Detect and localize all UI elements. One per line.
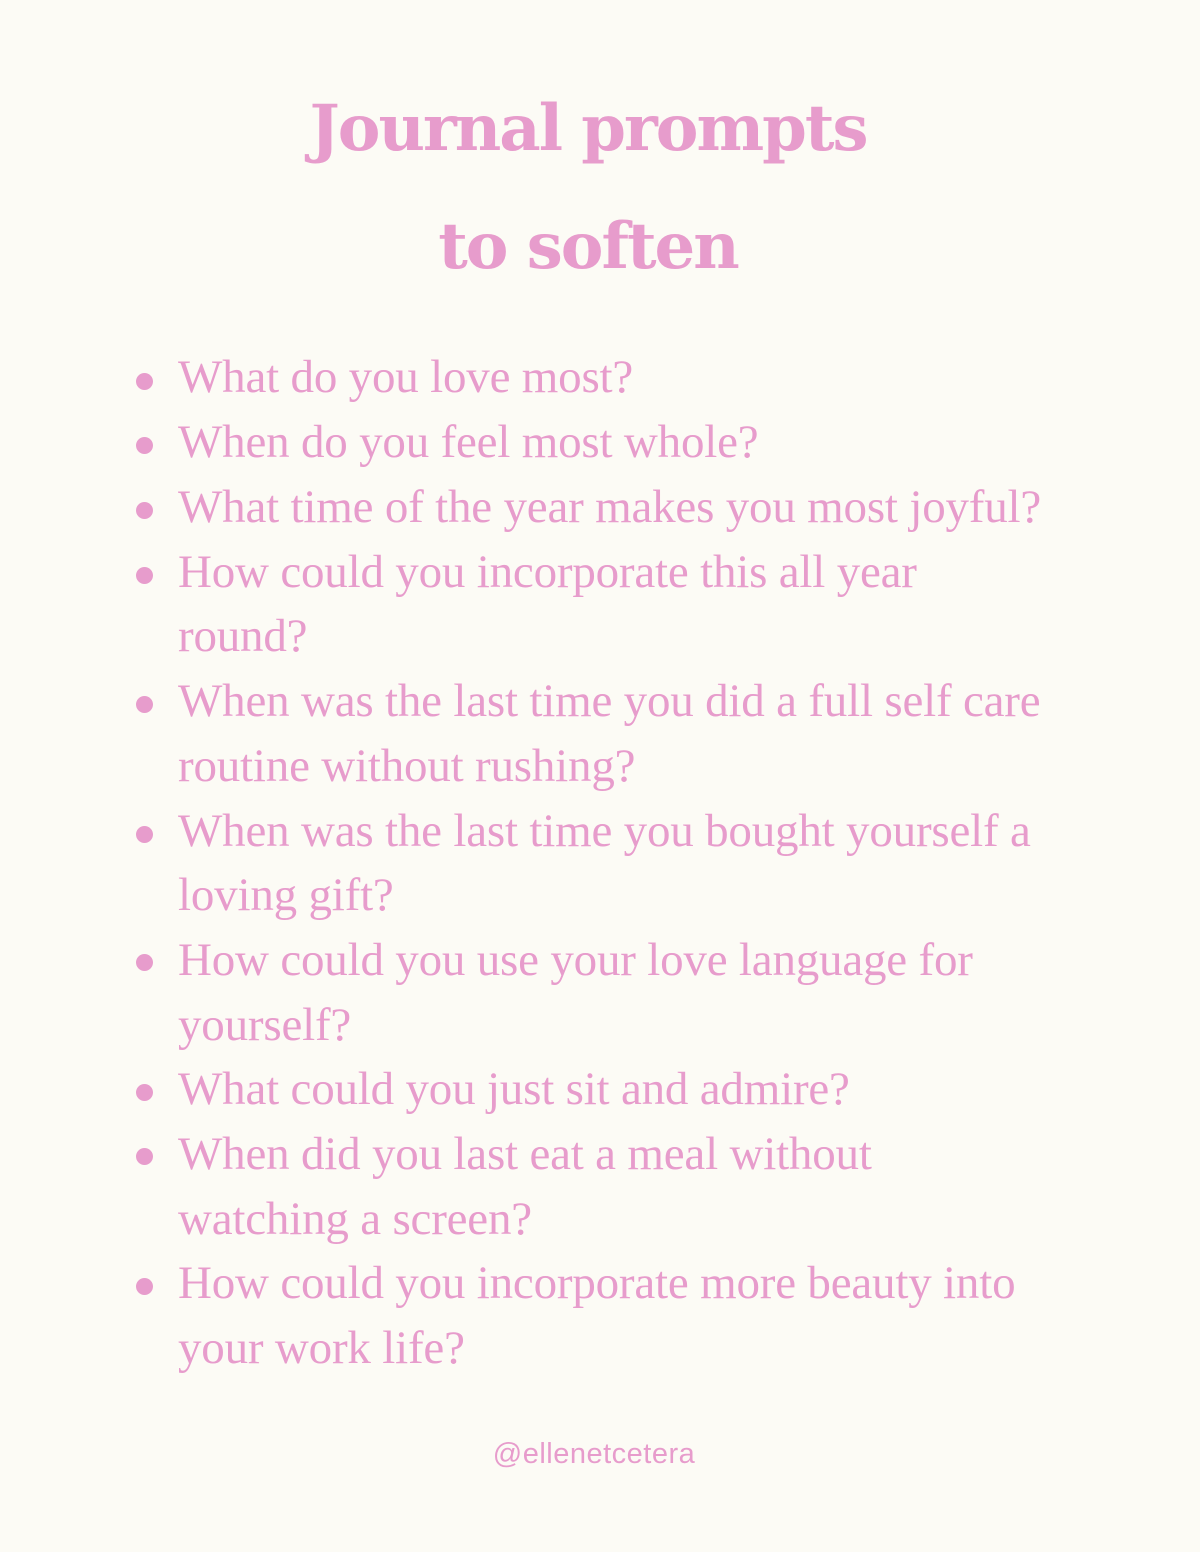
page-title-line-1: Journal prompts xyxy=(309,91,867,166)
bullet-dot-icon xyxy=(136,502,153,519)
prompt-text: watching a screen? xyxy=(178,1193,532,1245)
prompt-text: When was the last time you did a full self care xyxy=(178,675,1041,727)
prompt-text: round? xyxy=(178,610,308,662)
bullet-dot-icon xyxy=(136,567,153,584)
prompt-text: What do you love most? xyxy=(178,351,634,403)
prompt-text: How could you incorporate this all year xyxy=(178,546,917,598)
bullet-dot-icon xyxy=(136,696,153,713)
prompt-text: What time of the year makes you most joyful? xyxy=(178,481,1042,533)
bullet-dot-icon xyxy=(136,1148,153,1165)
prompt-text: When did you last eat a meal without xyxy=(178,1128,872,1180)
prompt-text: your work life? xyxy=(178,1322,465,1374)
bullet-dot-icon xyxy=(136,373,153,390)
author-handle: @ellenetcetera xyxy=(492,1438,696,1470)
bullet-dot-icon xyxy=(136,954,153,971)
prompt-text: How could you incorporate more beauty into xyxy=(178,1257,1016,1309)
bullet-dot-icon xyxy=(136,826,153,843)
page-title-line-2: to soften xyxy=(438,209,738,284)
prompt-text: routine without rushing? xyxy=(178,740,636,792)
prompt-text: loving gift? xyxy=(178,869,394,921)
bullet-dot-icon xyxy=(136,1278,153,1295)
prompt-text: yourself? xyxy=(178,999,352,1051)
bullet-dot-icon xyxy=(136,1084,153,1101)
prompt-text: How could you use your love language for xyxy=(178,934,973,986)
prompt-text: When was the last time you bought yourself a xyxy=(178,805,1031,857)
prompt-text: When do you feel most whole? xyxy=(178,416,759,468)
bullet-dot-icon xyxy=(136,437,153,454)
prompt-text: What could you just sit and admire? xyxy=(178,1063,850,1115)
